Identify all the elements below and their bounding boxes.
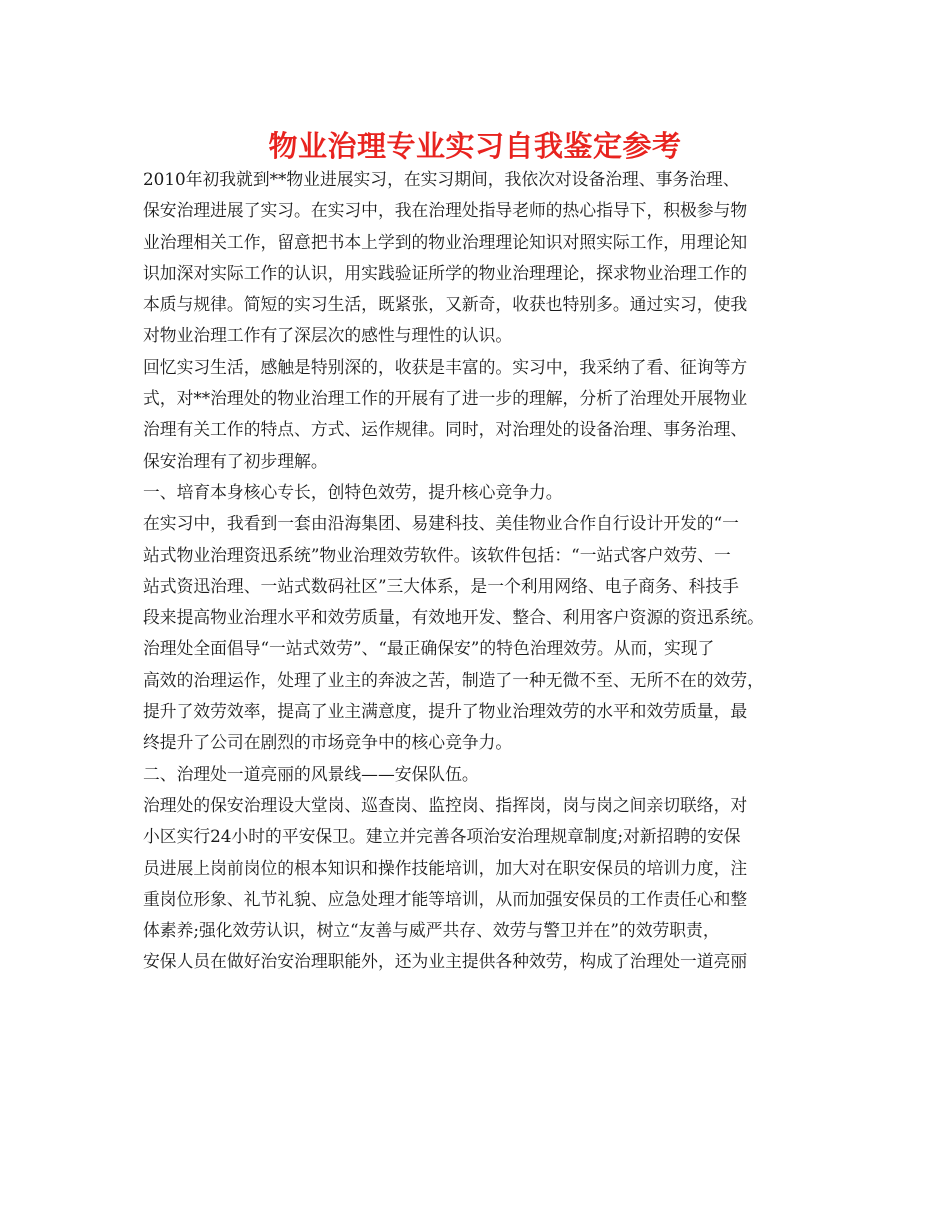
body-line: 在实习中，我看到一套由沿海集团、易建科技、美佳物业合作自行设计开发的“一 [143,513,739,534]
body-line: 治理有关工作的特点、方式、运作规律。同时，对治理处的设备治理、事务治理、 [143,419,748,440]
document-title: 物业治理专业实习自我鉴定参考 [268,129,682,163]
body-line: 治理处全面倡导“一站式效劳”、“最正确保安”的特色治理效劳。从而，实现了 [143,638,715,659]
body-line: 2010年初我就到**物业进展实习，在实习期间，我依次对设备治理、事务治理、 [143,169,740,189]
body-line: 体素养;强化效劳认识，树立“友善与威严共存、效劳与警卫并在”的效劳职责， [143,920,720,941]
body-line: 提升了效劳效率，提高了业主满意度，提升了物业治理效劳的水平和效劳质量，最 [143,701,748,722]
body-line: 站式物业治理资迅系统”物业治理效劳软件。该软件包括：“一站式客户效劳、一 [143,544,731,565]
body-line: 识加深对实际工作的认识，用实践验证所学的物业治理理论，探求物业治理工作的 [143,262,748,283]
body-line: 小区实行24小时的平安保卫。建立并完善各项治安治理规章制度;对新招聘的安保 [143,826,741,847]
section-heading-1: 一、培育本身核心专长，创特色效劳，提升核心竞争力。 [143,481,563,502]
body-line: 治理处的保安治理设大堂岗、巡查岗、监控岗、指挥岗，岗与岗之间亲切联络，对 [143,794,748,815]
body-line: 重岗位形象、礼节礼貌、应急处理才能等培训，从而加强安保员的工作责任心和整 [143,888,748,909]
body-line: 回忆实习生活，感触是特别深的，收获是丰富的。实习中，我采纳了看、征询等方 [143,356,748,377]
body-line: 高效的治理运作，处理了业主的奔波之苦，制造了一种无微不至、无所不在的效劳， [143,669,764,690]
body-line: 业治理相关工作，留意把书本上学到的物业治理理论知识对照实际工作，用理论知 [143,231,748,252]
body-line: 对物业治理工作有了深层次的感性与理性的认识。 [143,325,513,346]
body-line: 站式资迅治理、一站式数码社区”三大体系，是一个利用网络、电子商务、科技手 [143,575,739,596]
body-line: 式，对**治理处的物业治理工作的开展有了进一步的理解，分析了治理处开展物业 [143,388,748,409]
body-line: 终提升了公司在剧烈的市场竞争中的核心竞争力。 [143,732,513,753]
body-line: 本质与规律。简短的实习生活，既紧张，又新奇，收获也特别多。通过实习，使我 [143,294,748,315]
body-line: 员进展上岗前岗位的根本知识和操作技能培训，加大对在职安保员的培训力度，注 [143,857,748,878]
body-line: 安保人员在做好治安治理职能外，还为业主提供各种效劳，构成了治理处一道亮丽 [143,951,748,972]
body-line: 保安治理有了初步理解。 [143,450,328,471]
body-line: 段来提高物业治理水平和效劳质量，有效地开发、整合、利用客户资源的资迅系统。 [143,607,764,628]
body-line: 保安治理进展了实习。在实习中，我在治理处指导老师的热心指导下，积极参与物 [143,200,748,221]
document-body [143,164,819,978]
section-heading-2: 二、治理处一道亮丽的风景线——安保队伍。 [143,763,479,784]
